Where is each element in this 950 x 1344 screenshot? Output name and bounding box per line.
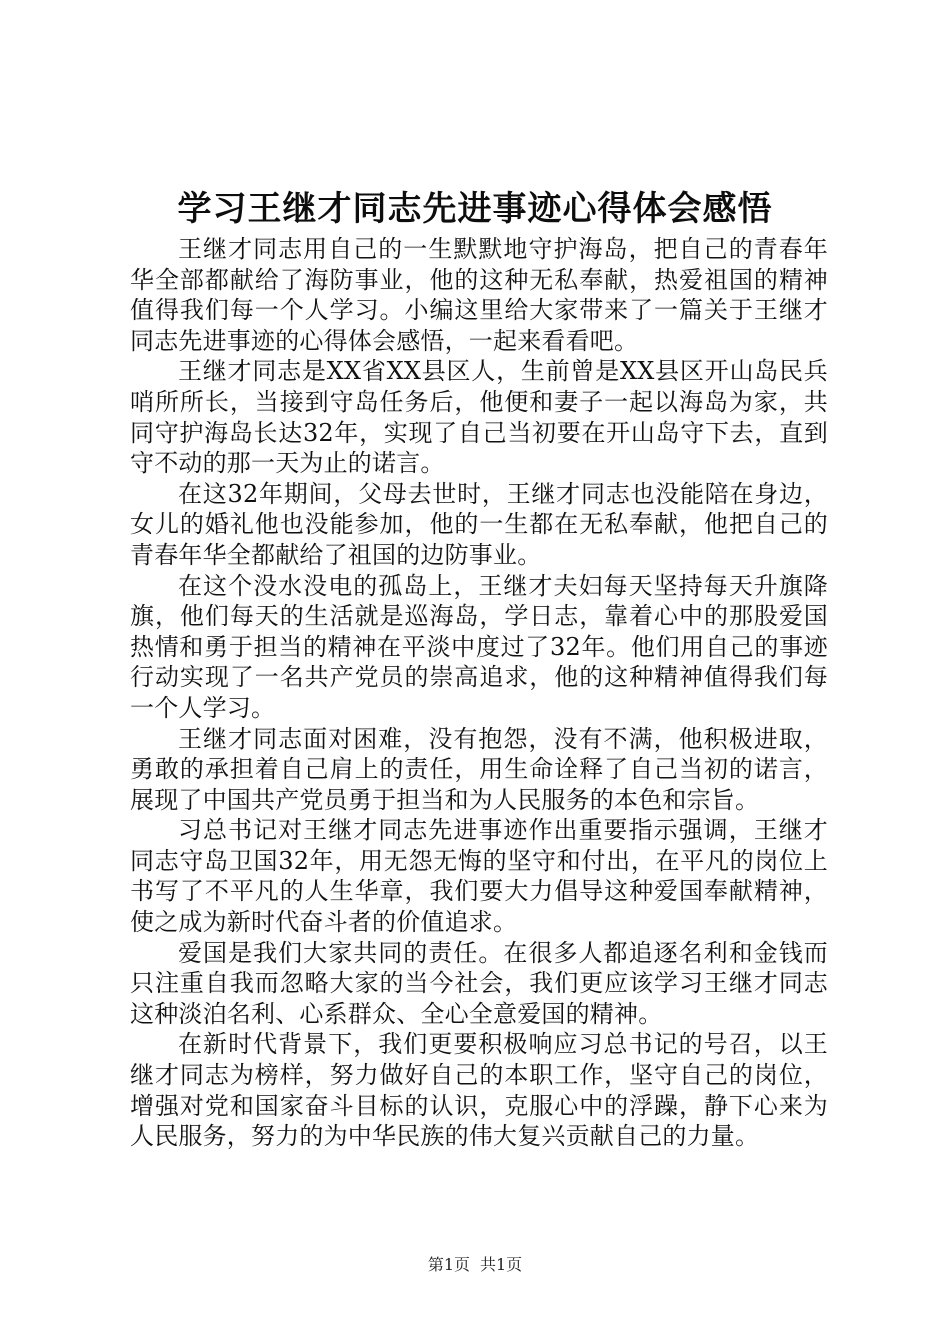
paragraph: 在这个没水没电的孤岛上，王继才夫妇每天坚持每天升旗降旗，他们每天的生活就是巡海岛，学日志，靠着心中的那股爱国热情和勇于担当的精神在平淡中度过了32年。他们用自己的事迹行动实现了一名共产党员的崇高追求，他的这种精神值得我们每一个人学习。 (130, 571, 828, 722)
paragraph: 王继才同志用自己的一生默默地守护海岛，把自己的青春年华全部都献给了海防事业，他的这种无私奉献，热爱祖国的精神值得我们每一个人学习。小编这里给大家带来了一篇关于王继才同志先进事迹的心得体会感悟，一起来看看吧。 (130, 235, 828, 355)
paragraph: 王继才同志是XX省XX县区人，生前曾是XX县区开山岛民兵哨所所长，当接到守岛任务后，他便和妻子一起以海岛为家，共同守护海岛长达32年，实现了自己当初要在开山岛守下去，直到守不动的那一天为止的诺言。 (130, 357, 828, 478)
paragraph: 习总书记对王继才同志先进事迹作出重要指示强调，王继才同志守岛卫国32年，用无怨无悔的坚守和付出，在平凡的岗位上书写了不平凡的人生华章，我们要大力倡导这种爱国奉献精神，使之成为新时代奋斗者的价值追求。 (130, 816, 828, 937)
paragraph: 爱国是我们大家共同的责任。在很多人都追逐名利和金钱而只注重自我而忽略大家的当今社会，我们更应该学习王继才同志这种淡泊名利、心系群众、全心全意爱国的精神。 (130, 938, 828, 1028)
page-number: 第1页 (427, 1255, 470, 1274)
document-title: 学习王继才同志先进事迹心得体会感悟 (177, 189, 773, 229)
page-footer (0, 1254, 950, 1276)
paragraph: 王继才同志面对困难，没有抱怨，没有不满，他积极进取，勇敢的承担着自己肩上的责任，用生命诠释了自己当初的诺言，展现了中国共产党员勇于担当和为人民服务的本色和宗旨。 (130, 724, 828, 814)
document-body (130, 234, 828, 1152)
paragraph: 在新时代背景下，我们更要积极响应习总书记的号召，以王继才同志为榜样，努力做好自己的本职工作，坚守自己的岗位，增强对党和国家奋斗目标的认识，克服心中的浮躁，静下心来为人民服务，努力的为中华民族的伟大复兴贡献自己的力量。 (130, 1030, 828, 1151)
paragraph: 在这32年期间，父母去世时，王继才同志也没能陪在身边，女儿的婚礼他也没能参加，他的一生都在无私奉献，他把自己的青春年华全都献给了祖国的边防事业。 (130, 479, 828, 569)
page-total: 共1页 (480, 1255, 523, 1274)
